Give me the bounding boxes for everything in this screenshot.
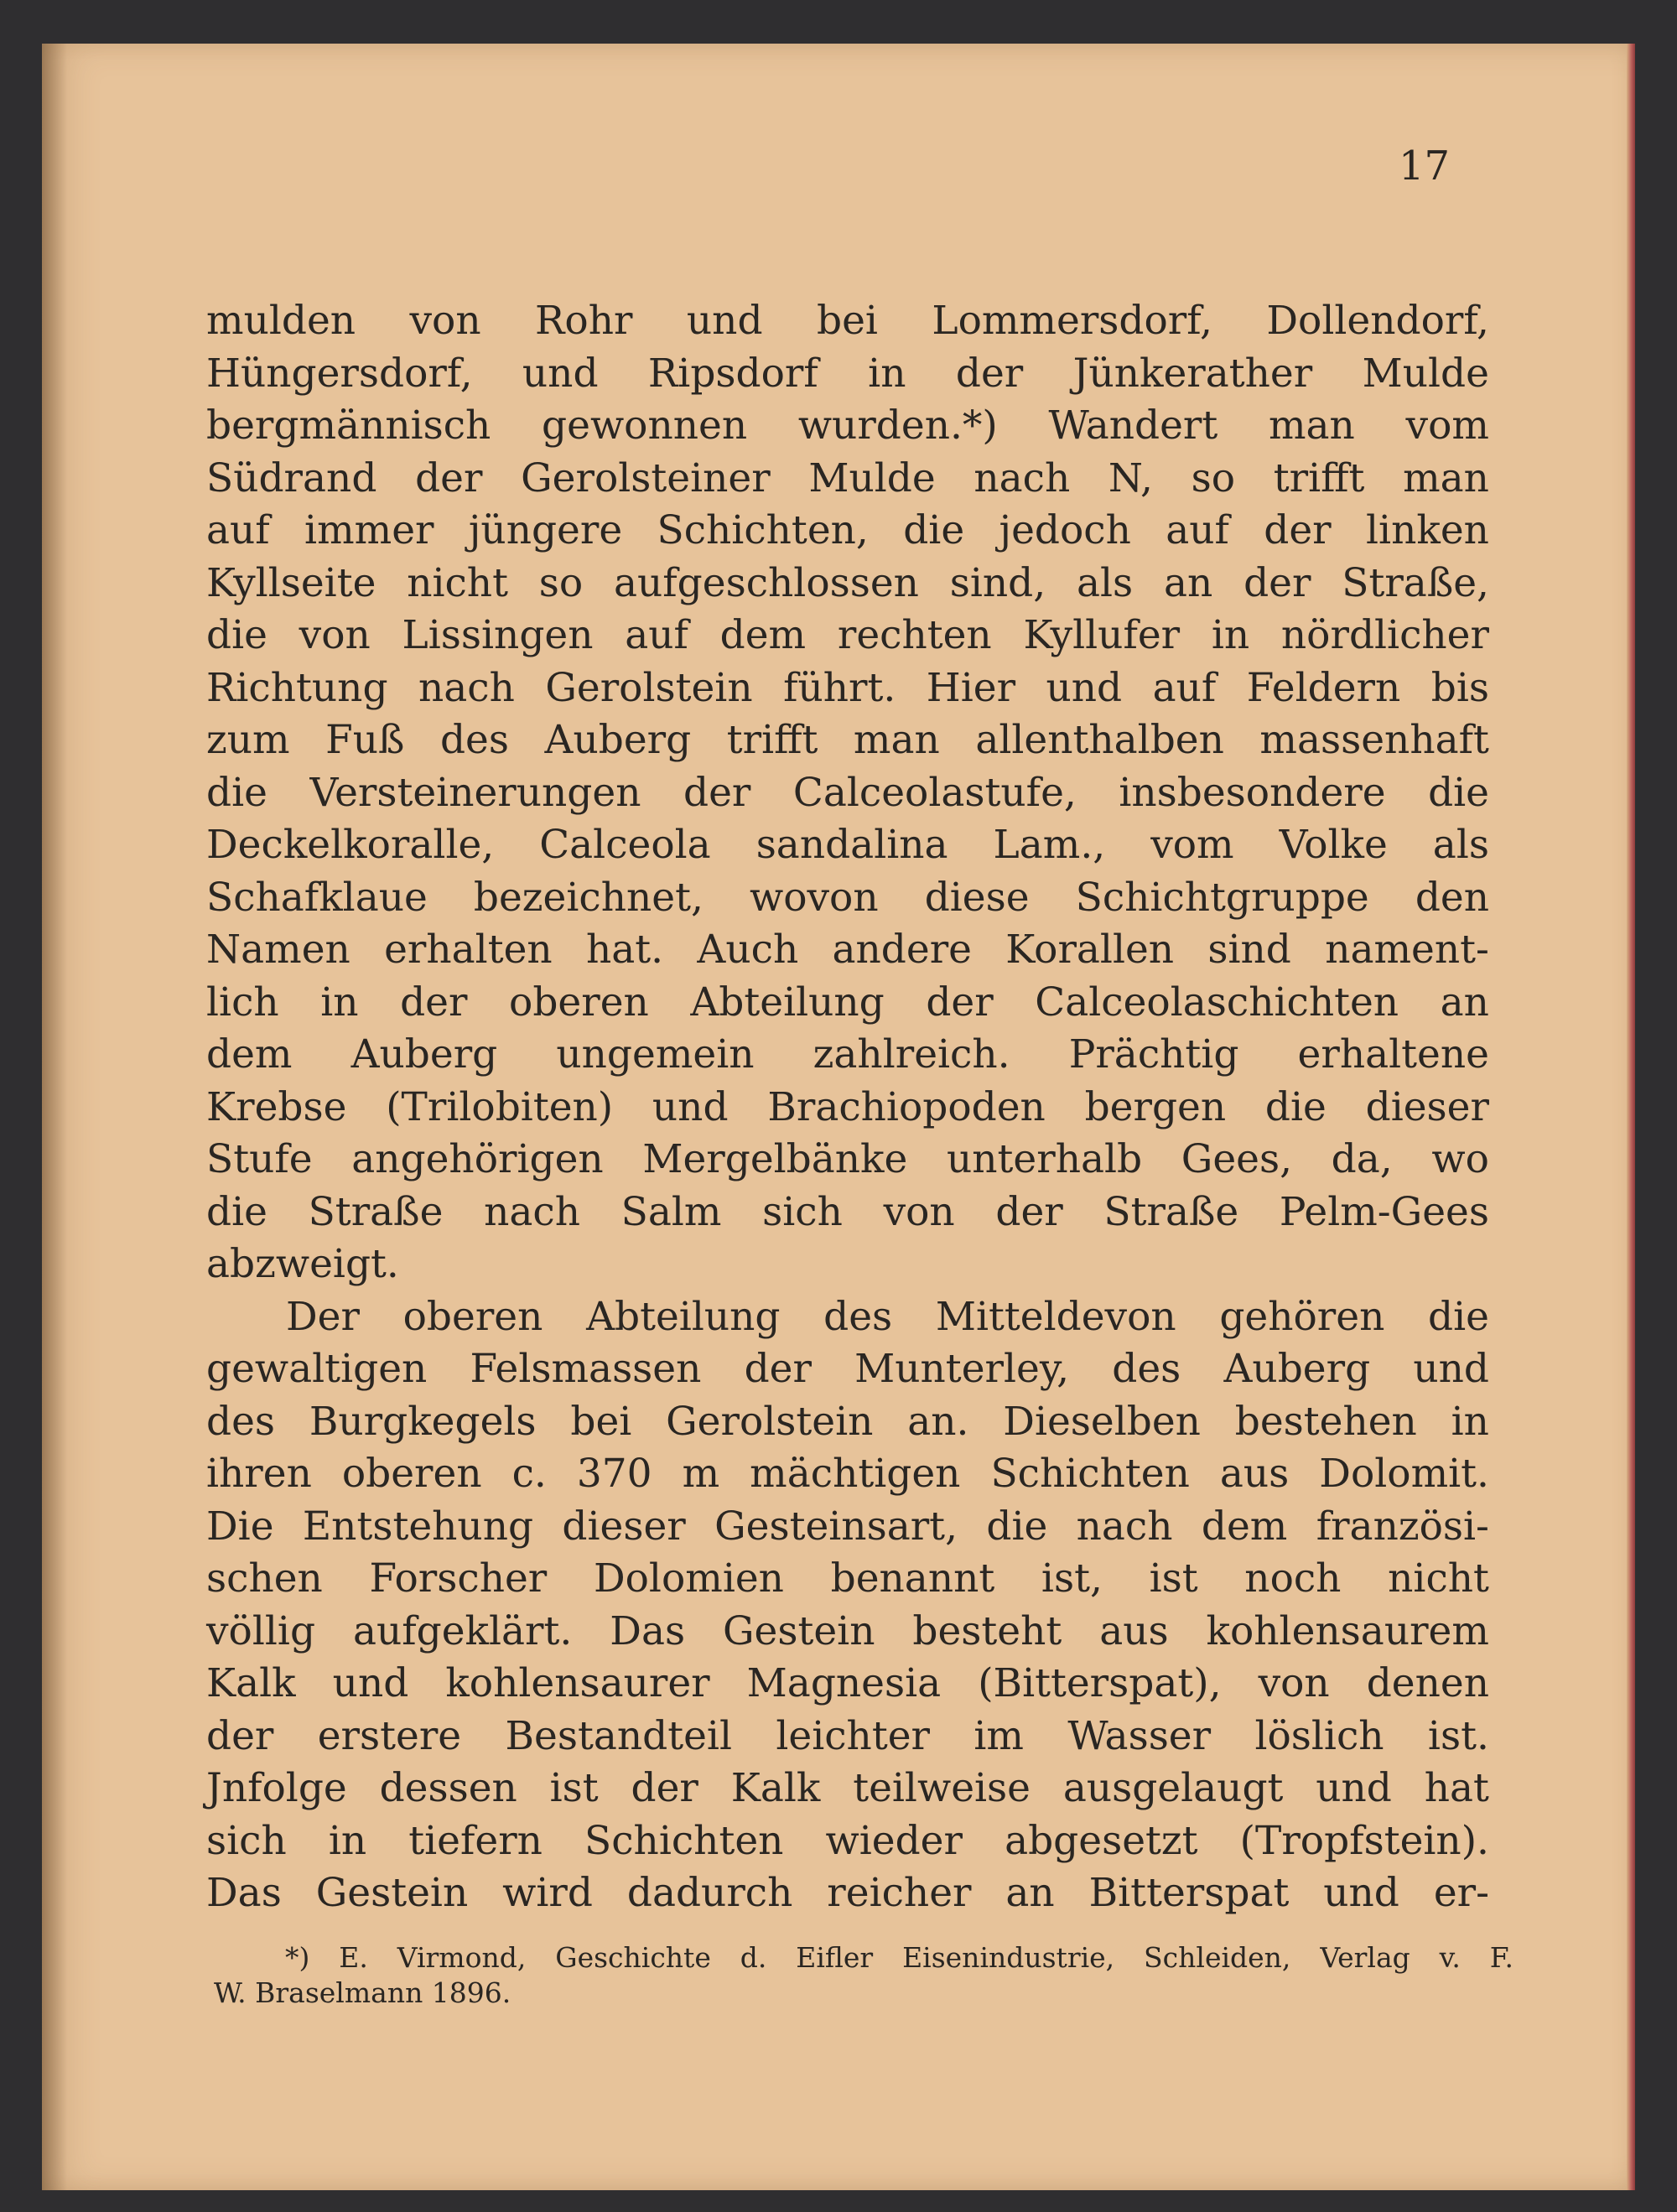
word: noch	[1244, 1555, 1342, 1602]
word: ausgelaugt	[1062, 1765, 1284, 1811]
text-line	[206, 295, 1489, 348]
paragraph-1	[206, 295, 1489, 1291]
word: (Tropfstein).	[1239, 1817, 1489, 1864]
word: auf	[206, 507, 270, 553]
word: hat	[1424, 1765, 1489, 1811]
word: d.	[740, 1941, 767, 1974]
word: bergen	[1084, 1083, 1227, 1130]
text-line	[206, 453, 1489, 506]
text-line	[206, 1343, 1489, 1396]
word: trifft	[726, 717, 818, 763]
word: Abteilung	[690, 979, 885, 1026]
word: besteht	[912, 1607, 1062, 1654]
word: jüngere	[468, 507, 623, 553]
word: Forscher	[369, 1555, 548, 1602]
word: linken	[1366, 507, 1489, 553]
word: denen	[1366, 1660, 1489, 1706]
word: Abteilung	[586, 1293, 781, 1340]
word: Brachiopoden	[767, 1083, 1046, 1130]
word: lich	[206, 979, 279, 1026]
word: kohlensaurer	[445, 1660, 710, 1706]
word: man	[1403, 454, 1489, 501]
word: Fuß	[325, 717, 405, 763]
word: massenhaft	[1259, 717, 1489, 763]
text-line: abzweigt.	[206, 1241, 399, 1287]
word: rechten	[837, 612, 992, 658]
word: ihren	[206, 1451, 312, 1497]
word: bei	[816, 298, 878, 344]
text-line	[206, 558, 1489, 610]
word: die	[1428, 1293, 1489, 1340]
text-line	[206, 1291, 1489, 1344]
word: die	[206, 612, 267, 658]
word: Schafklaue	[206, 874, 428, 921]
word: wo	[1431, 1136, 1489, 1182]
word: gewaltigen	[206, 1346, 428, 1392]
word: des	[823, 1293, 893, 1340]
word: Virmond,	[397, 1941, 527, 1974]
word: in	[1211, 612, 1250, 658]
word: der	[415, 454, 483, 501]
word: Jünkerather	[1072, 350, 1313, 397]
word: bestehen	[1234, 1398, 1417, 1445]
word: die	[903, 507, 965, 553]
spine-shadow	[42, 44, 67, 2190]
word: bis	[1430, 664, 1489, 711]
text-line	[206, 872, 1489, 925]
word: und	[686, 298, 763, 344]
word: angehörigen	[351, 1136, 604, 1182]
word: Geschichte	[555, 1941, 711, 1974]
word: Rohr	[535, 298, 633, 344]
word: jedoch	[999, 507, 1131, 553]
word: Pelm-Gees	[1279, 1188, 1489, 1235]
word: sandalina	[755, 822, 948, 868]
text-line	[206, 977, 1489, 1030]
word: E.	[339, 1941, 368, 1974]
text-line	[206, 1501, 1489, 1554]
word: und	[1046, 664, 1123, 711]
word: Dolomien	[593, 1555, 784, 1602]
word: Entstehung	[302, 1503, 534, 1550]
word: Dollendorf,	[1266, 298, 1489, 344]
word: Kyllseite	[206, 559, 376, 606]
text-line	[206, 1658, 1489, 1711]
word: gehören	[1219, 1293, 1385, 1340]
word: Mergelbänke	[642, 1136, 908, 1182]
text-line	[206, 1711, 1489, 1763]
word: und	[522, 350, 599, 397]
text-line	[206, 610, 1489, 662]
text-line	[206, 1029, 1489, 1082]
word: der	[955, 350, 1024, 397]
word: Straße,	[1342, 559, 1489, 606]
word: bei	[570, 1398, 632, 1445]
word: Schichtgruppe	[1075, 874, 1369, 921]
word: Kalk	[206, 1660, 296, 1706]
word: Mulde	[808, 454, 936, 501]
word: allenthalben	[975, 717, 1224, 763]
word: Wasser	[1067, 1712, 1212, 1759]
word: dieser	[1365, 1083, 1489, 1130]
word: Dieselben	[1003, 1398, 1201, 1445]
footnote	[214, 1940, 1513, 2011]
text-line	[206, 400, 1489, 453]
word: man	[853, 717, 940, 763]
word: der	[631, 1765, 698, 1811]
word: die	[206, 1188, 267, 1235]
word: von	[299, 612, 371, 658]
text-line	[206, 1082, 1489, 1135]
word: *)	[285, 1941, 310, 1974]
word: vom	[1405, 402, 1489, 449]
word: aufgeklärt.	[352, 1607, 573, 1654]
word: Der	[286, 1293, 360, 1340]
word: zum	[206, 717, 290, 763]
text-line	[206, 1867, 1489, 1920]
paragraph-2	[206, 1291, 1489, 1920]
word: des	[1112, 1346, 1181, 1392]
word: Volke	[1279, 822, 1388, 868]
word: Die	[206, 1503, 274, 1550]
word: an	[1163, 559, 1213, 606]
word: abgesetzt	[1005, 1817, 1198, 1864]
word: Das	[206, 1870, 282, 1916]
word: Richtung	[206, 664, 388, 711]
word: der	[400, 979, 468, 1026]
word: Jnfolge	[206, 1765, 347, 1811]
word: des	[206, 1398, 276, 1445]
word: Kyllufer	[1023, 612, 1181, 658]
word: so	[1191, 454, 1236, 501]
word: diese	[924, 874, 1030, 921]
word: dem	[719, 612, 807, 658]
word: völlig	[206, 1607, 316, 1654]
word: Gestein	[723, 1607, 875, 1654]
text-line	[206, 924, 1489, 977]
word: mulden	[206, 298, 356, 344]
word: aufgeschlossen	[614, 559, 919, 606]
word: Gees,	[1181, 1136, 1293, 1182]
word: oberen	[509, 979, 649, 1026]
text-line	[206, 714, 1489, 767]
word: Gerolstein	[666, 1398, 874, 1445]
text-line	[206, 348, 1489, 401]
text-line	[206, 819, 1489, 872]
word: Felsmassen	[470, 1346, 702, 1392]
word: 370	[576, 1451, 652, 1497]
word: der	[744, 1346, 812, 1392]
word: Versteinerungen	[309, 769, 641, 816]
word: an	[1440, 979, 1489, 1026]
word: nicht	[1388, 1555, 1489, 1602]
word: da,	[1331, 1136, 1393, 1182]
footnote-line: W. Braselmann 1896.	[214, 1976, 511, 2009]
word: teilweise	[853, 1765, 1031, 1811]
word: ist	[549, 1765, 599, 1811]
word: und	[1413, 1346, 1489, 1392]
word: Gerolsteiner	[521, 454, 771, 501]
word: vom	[1150, 822, 1234, 868]
word: bergmännisch	[206, 402, 491, 449]
word: Eisenindustrie,	[902, 1941, 1115, 1974]
word: dadurch	[626, 1870, 793, 1916]
word: in	[320, 979, 359, 1026]
word: man	[1268, 402, 1355, 449]
text-line	[206, 1763, 1489, 1815]
word: nach	[484, 1188, 580, 1235]
word: Hüngersdorf,	[206, 350, 473, 397]
word: andere	[832, 927, 972, 973]
word: von	[1258, 1660, 1330, 1706]
word: Auberg	[1223, 1346, 1371, 1392]
text-line	[206, 1134, 1489, 1186]
word: Dolomit.	[1319, 1451, 1489, 1497]
word: an	[1005, 1870, 1055, 1916]
word: Prächtig	[1068, 1031, 1239, 1077]
text-line	[206, 1815, 1489, 1868]
word: in	[328, 1817, 367, 1864]
word: v.	[1439, 1941, 1461, 1974]
word: trifft	[1273, 454, 1365, 501]
word: französi-	[1316, 1503, 1489, 1550]
word: ist,	[1041, 1555, 1103, 1602]
word: und	[652, 1083, 729, 1130]
text-line	[206, 1606, 1489, 1659]
word: sind,	[949, 559, 1046, 606]
word: als	[1077, 559, 1134, 606]
word: Schleiden,	[1144, 1941, 1291, 1974]
word: die	[206, 769, 267, 816]
word: Auberg	[544, 717, 692, 763]
word: die	[986, 1503, 1048, 1550]
word: Wandert	[1048, 402, 1218, 449]
word: der	[206, 1712, 274, 1759]
word: leichter	[776, 1712, 930, 1759]
word: Gestein	[315, 1870, 469, 1916]
word: Straße	[1103, 1188, 1239, 1235]
word: Gesteinsart,	[714, 1503, 958, 1550]
word: Bestandteil	[505, 1712, 732, 1759]
word: (Trilobiten)	[386, 1083, 614, 1130]
word: nördlicher	[1280, 612, 1489, 658]
word: Kalk	[730, 1765, 821, 1811]
word: und	[1323, 1870, 1399, 1916]
word: sich	[762, 1188, 843, 1235]
word: Calceola	[539, 822, 711, 868]
word: Magnesia	[746, 1660, 942, 1706]
word: Lissingen	[402, 612, 594, 658]
word: Schichten,	[657, 507, 869, 553]
word: von	[883, 1188, 955, 1235]
word: Das	[610, 1607, 686, 1654]
word: in	[868, 350, 906, 397]
word: tiefern	[408, 1817, 543, 1864]
word: oberen	[402, 1293, 543, 1340]
word: Schichten	[990, 1451, 1190, 1497]
word: erhaltene	[1297, 1031, 1489, 1077]
word: N,	[1108, 454, 1153, 501]
word: Korallen	[1005, 927, 1175, 973]
word: Verlag	[1320, 1941, 1410, 1974]
word: als	[1432, 822, 1489, 868]
word: der	[683, 769, 751, 816]
word: insbesondere	[1119, 769, 1386, 816]
page-number: 17	[1399, 143, 1451, 190]
word: dieser	[562, 1503, 686, 1550]
word: Calceolaschichten	[1035, 979, 1399, 1026]
word: aus	[1219, 1451, 1290, 1497]
word: auf	[1166, 507, 1229, 553]
word: Südrand	[206, 454, 377, 501]
word: und	[1316, 1765, 1392, 1811]
word: dessen	[379, 1765, 517, 1811]
word: Mulde	[1362, 350, 1489, 397]
word: erstere	[317, 1712, 462, 1759]
word: der	[995, 1188, 1063, 1235]
word: Bitterspat	[1088, 1870, 1290, 1916]
word: (Bitterspat),	[978, 1660, 1222, 1706]
word: Deckelkoralle,	[206, 822, 495, 868]
page-edge	[1627, 44, 1635, 2190]
word: wieder	[825, 1817, 963, 1864]
word: Auberg	[350, 1031, 498, 1077]
word: nach	[1076, 1503, 1173, 1550]
text-line	[206, 767, 1489, 820]
word: so	[538, 559, 584, 606]
word: benannt	[830, 1555, 995, 1602]
word: nach	[973, 454, 1071, 501]
word: Calceolastufe,	[792, 769, 1077, 816]
word: Gerolstein	[545, 664, 753, 711]
word: des	[439, 717, 509, 763]
text-line	[206, 1396, 1489, 1449]
word: Lam.,	[993, 822, 1106, 868]
word: Krebse	[206, 1083, 347, 1130]
word: wovon	[749, 874, 879, 921]
word: wurden.*)	[797, 402, 998, 449]
word: an.	[907, 1398, 969, 1445]
word: Hier	[926, 664, 1016, 711]
word: den	[1415, 874, 1489, 921]
word: ungemein	[556, 1031, 755, 1077]
text-line	[206, 1448, 1489, 1501]
word: mächtigen	[750, 1451, 961, 1497]
word: Straße	[308, 1188, 444, 1235]
word: Eifler	[796, 1941, 874, 1974]
word: oberen	[341, 1451, 482, 1497]
word: wird	[502, 1870, 593, 1916]
word: dem	[206, 1031, 293, 1077]
text-line	[206, 1553, 1489, 1606]
word: Munterley,	[854, 1346, 1070, 1392]
word: löslich	[1254, 1712, 1384, 1759]
word: schen	[206, 1555, 323, 1602]
word: Ripsdorf	[647, 350, 818, 397]
text-line	[206, 505, 1489, 558]
word: Salm	[620, 1188, 722, 1235]
word: bezeichnet,	[473, 874, 704, 921]
text-line	[206, 662, 1489, 715]
word: Stufe	[206, 1136, 313, 1182]
word: Auch	[697, 927, 799, 973]
word: kohlensaurem	[1206, 1607, 1489, 1654]
word: der	[1243, 559, 1311, 606]
word: und	[332, 1660, 409, 1706]
word: führt.	[783, 664, 896, 711]
word: gewonnen	[542, 402, 748, 449]
word: sind	[1207, 927, 1291, 973]
word: Burgkegels	[309, 1398, 537, 1445]
word: er-	[1433, 1870, 1489, 1916]
word: unterhalb	[947, 1136, 1143, 1182]
text-line	[206, 1186, 1489, 1239]
body-text	[206, 295, 1489, 1920]
word: im	[973, 1712, 1024, 1759]
book-page	[42, 44, 1635, 2190]
word: reicher	[827, 1870, 972, 1916]
word: dem	[1201, 1503, 1288, 1550]
word: die	[1264, 1083, 1327, 1130]
word: hat.	[585, 927, 664, 973]
word: F.	[1489, 1941, 1513, 1974]
word: nament-	[1325, 927, 1489, 973]
word: c.	[511, 1451, 547, 1497]
word: von	[409, 298, 481, 344]
word: Schichten	[584, 1817, 784, 1864]
footnote-line	[214, 1940, 1513, 1976]
word: auf	[625, 612, 688, 658]
word: die	[1428, 769, 1489, 816]
word: nicht	[407, 559, 508, 606]
word: Feldern	[1246, 664, 1401, 711]
word: in	[1451, 1398, 1489, 1445]
word: aus	[1099, 1607, 1169, 1654]
word: der	[1264, 507, 1332, 553]
word: nach	[418, 664, 515, 711]
word: m	[682, 1451, 720, 1497]
word: immer	[304, 507, 434, 553]
word: Lommersdorf,	[932, 298, 1212, 344]
word: zahlreich.	[813, 1031, 1010, 1077]
word: Namen	[206, 927, 350, 973]
word: ist.	[1427, 1712, 1489, 1759]
word: auf	[1152, 664, 1217, 711]
word: der	[926, 979, 994, 1026]
word: ist	[1149, 1555, 1198, 1602]
word: sich	[206, 1817, 287, 1864]
word: erhalten	[384, 927, 553, 973]
word: Mitteldevon	[935, 1293, 1176, 1340]
